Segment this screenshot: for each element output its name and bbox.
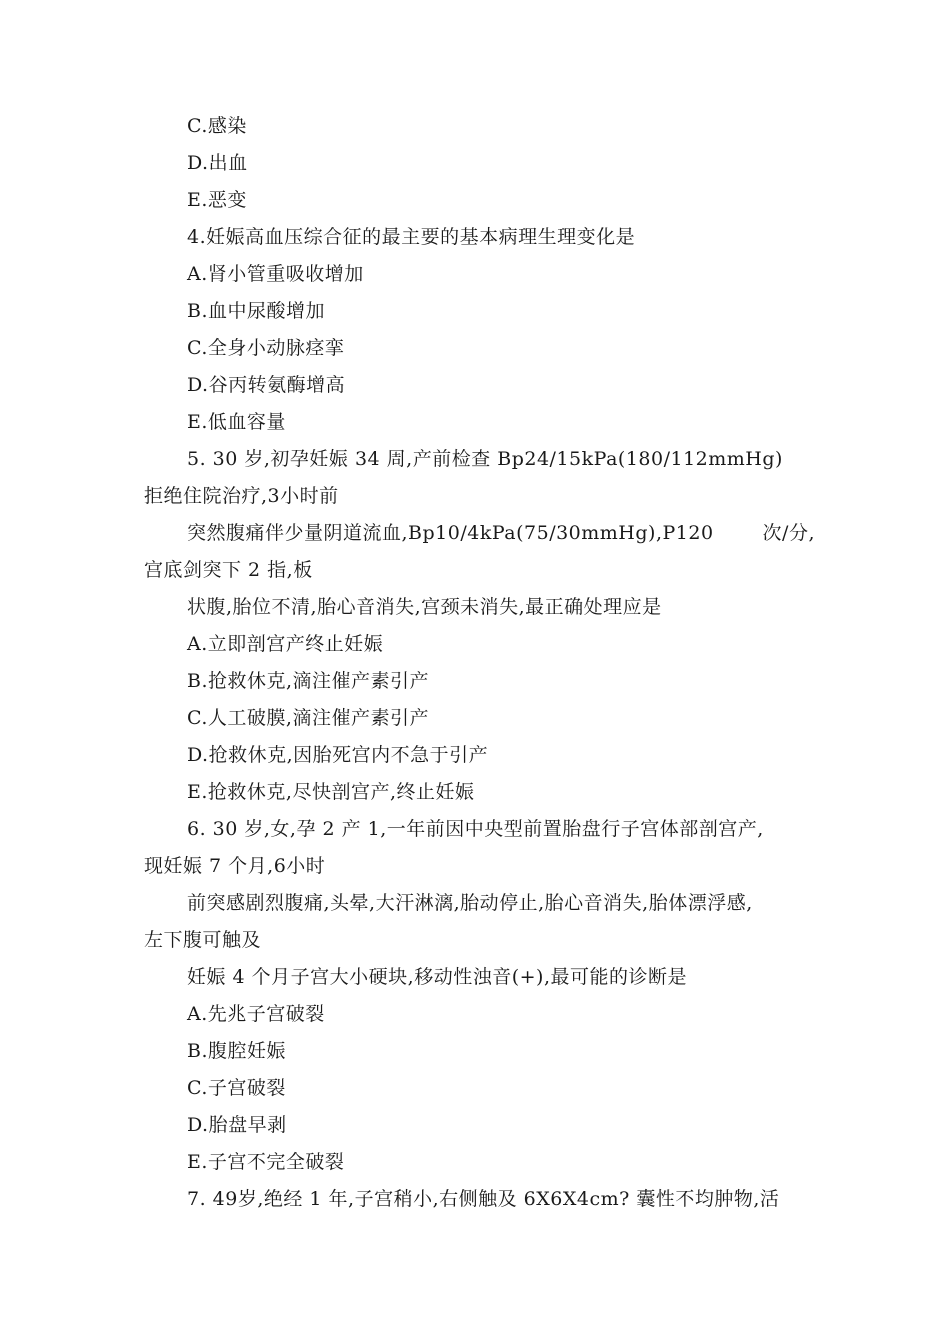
question-6-line-4: 左下腹可触及 <box>144 929 262 951</box>
q6-option-c: C.子宫破裂 <box>187 1077 286 1099</box>
option-e-malignant: E.恶变 <box>187 189 247 211</box>
q4-option-e: E.低血容量 <box>187 411 286 433</box>
question-5-line-1: 5. 30 岁,初孕妊娠 34 周,产前检查 Bp24/15kPa(180/112mmHg) <box>187 448 783 470</box>
q5-option-b: B.抢救休克,滴注催产素引产 <box>187 670 430 692</box>
q4-option-b: B.血中尿酸增加 <box>187 300 326 322</box>
option-c-infection: C.感染 <box>187 115 247 137</box>
question-5-line-3-left: 突然腹痛伴少量阴道流血,Bp10/4kPa(75/30mmHg),P120 <box>187 522 714 544</box>
q5-option-a: A.立即剖宫产终止妊娠 <box>187 633 384 655</box>
question-5-line-3 <box>0 521 815 545</box>
q4-option-a: A.肾小管重吸收增加 <box>187 263 364 285</box>
question-4: 4.妊娠高血压综合征的最主要的基本病理生理变化是 <box>187 226 636 248</box>
question-6-line-5: 妊娠 4 个月子宫大小硬块,移动性浊音(+),最可能的诊断是 <box>187 966 687 988</box>
option-d-bleeding: D.出血 <box>187 152 248 174</box>
q4-option-c: C.全身小动脉痉挛 <box>187 337 345 359</box>
q6-option-a: A.先兆子宫破裂 <box>187 1003 325 1025</box>
question-5-line-2: 拒绝住院治疗,3小时前 <box>144 485 339 507</box>
q6-option-e: E.子宫不完全破裂 <box>187 1151 345 1173</box>
q5-option-c: C.人工破膜,滴注催产素引产 <box>187 707 429 729</box>
q6-option-d: D.胎盘早剥 <box>187 1114 287 1136</box>
question-5-line-3-right: 次/分, <box>762 522 815 544</box>
question-7-line-1: 7. 49岁,绝经 1 年,子宫稍小,右侧触及 6X6X4cm? 囊性不均肿物,活 <box>187 1188 780 1210</box>
question-6-line-1: 6. 30 岁,女,孕 2 产 1,一年前因中央型前置胎盘行子宫体部剖宫产, <box>187 818 764 840</box>
question-6-line-2: 现妊娠 7 个月,6小时 <box>144 855 326 877</box>
q5-option-d: D.抢救休克,因胎死宫内不急于引产 <box>187 744 489 766</box>
q5-option-e: E.抢救休克,尽快剖宫产,终止妊娠 <box>187 781 475 803</box>
question-6-line-3: 前突感剧烈腹痛,头晕,大汗淋漓,胎动停止,胎心音消失,胎体漂浮感, <box>187 892 753 914</box>
question-5-line-4: 宫底剑突下 2 指,板 <box>144 559 313 581</box>
q6-option-b: B.腹腔妊娠 <box>187 1040 287 1062</box>
q4-option-d: D.谷丙转氨酶增高 <box>187 374 346 396</box>
question-5-line-5: 状腹,胎位不清,胎心音消失,宫颈未消失,最正确处理应是 <box>187 596 662 618</box>
